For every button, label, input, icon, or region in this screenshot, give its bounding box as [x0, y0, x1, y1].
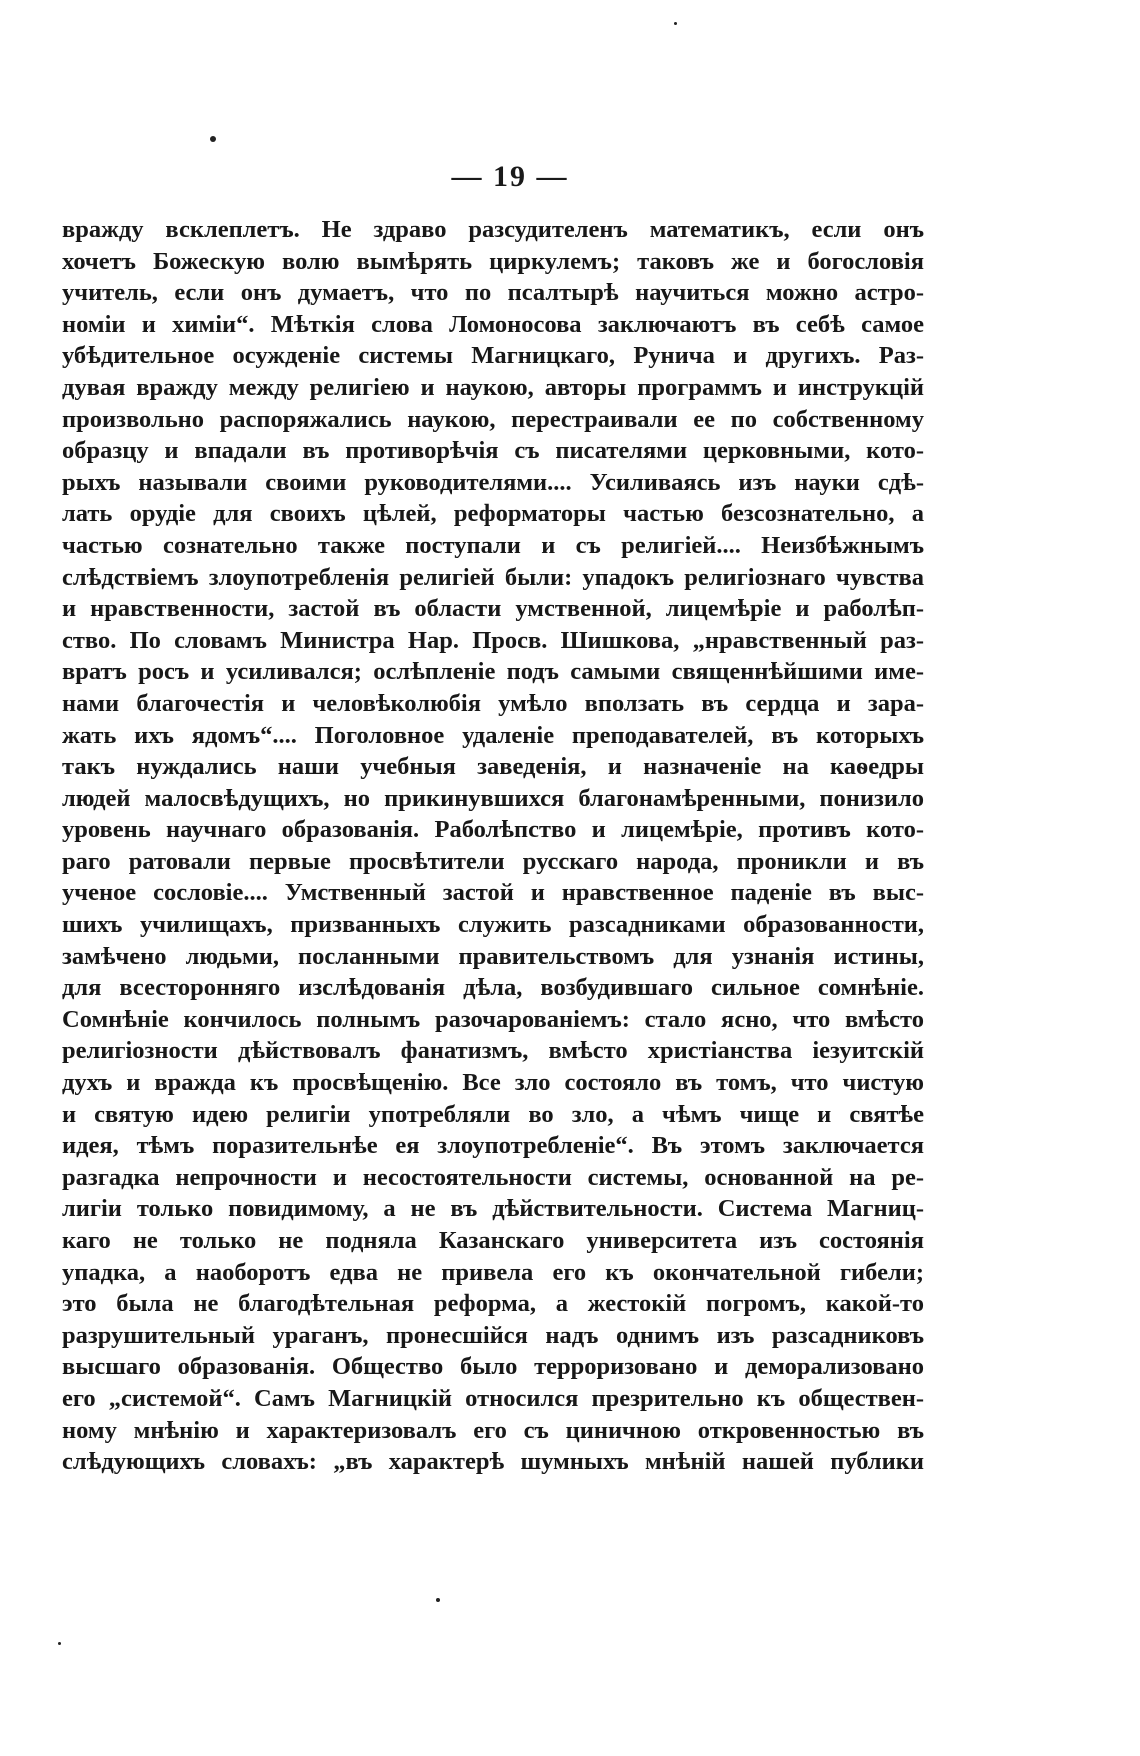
- text-line: каго не только не подняла Казанскаго университета изъ состоянія: [62, 1227, 924, 1254]
- text-line: и святую идею религіи употребляли во зло, а чѣмъ чище и святѣе: [62, 1100, 924, 1128]
- text-line: образцу и впадали въ противорѣчія съ писателями церковными, кото-: [62, 437, 924, 465]
- text-line: лать орудіе для своихъ цѣлей, реформаторы частью безсознательно, а: [62, 500, 924, 528]
- text-line: слѣдующихъ словахъ: „въ характерѣ шумныхъ мнѣній нашей публики: [62, 1448, 924, 1476]
- scan-speck: [58, 1642, 61, 1645]
- text-line: ному мнѣнію и характеризовалъ его съ циничною откровенностью въ: [62, 1416, 924, 1444]
- text-line: шихъ училищахъ, призванныхъ служить разсадниками образованности,: [62, 911, 924, 939]
- text-line: для всесторонняго изслѣдованія дѣла, возбудившаго сильное сомнѣніе.: [62, 974, 924, 1002]
- text-line: хочетъ Божескую волю вымѣрять циркулемъ; таковъ же и богословія: [62, 247, 924, 275]
- text-line: духъ и вражда къ просвѣщенію. Все зло состояло въ томъ, что чистую: [62, 1069, 924, 1097]
- text-line: раго ратовали первые просвѣтители русскаго народа, проникли и въ: [62, 847, 924, 875]
- text-line: вражду всклеплетъ. Не здраво разсудителенъ математикъ, если онъ: [62, 216, 924, 243]
- body-text: [62, 214, 924, 1478]
- text-line: ство. По словамъ Министра Нар. Просв. Шишкова, „нравственный раз-: [62, 626, 924, 654]
- text-line: нами благочестія и человѣколюбія умѣло вползать въ сердца и зара-: [62, 689, 924, 717]
- scan-speck: [674, 22, 677, 25]
- text-line: людей малосвѣдущихъ, но прикинувшихся благонамѣренными, понизило: [62, 784, 924, 812]
- text-line: вратъ росъ и усиливался; ослѣпленіе подъ самыми священнѣйшими име-: [62, 658, 924, 686]
- text-line: рыхъ называли своими руководителями.... Усиливаясь изъ науки сдѣ-: [62, 468, 924, 496]
- text-line: религіозности дѣйствовалъ фанатизмъ, вмѣсто христіанства іезуитскій: [62, 1037, 924, 1065]
- scan-speck: [210, 136, 216, 142]
- text-line: и нравственности, застой въ области умственной, лицемѣріе и раболѣп-: [62, 595, 924, 623]
- text-line: частью сознательно также поступали и съ религіей.... Неизбѣжнымъ: [62, 531, 924, 559]
- scan-speck: [436, 1598, 440, 1602]
- page-number: — 19 —: [451, 160, 569, 193]
- text-line: упадка, а наоборотъ едва не привела его къ окончательной гибели;: [62, 1258, 924, 1286]
- text-line: дувая вражду между религіею и наукою, авторы программъ и инструкцій: [62, 373, 924, 401]
- text-line: жать ихъ ядомъ“.... Поголовное удаленіе преподавателей, въ которыхъ: [62, 721, 924, 749]
- text-line: разгадка непрочности и несостоятельности системы, основанной на ре-: [62, 1163, 924, 1191]
- text-line: такъ нуждались наши учебныя заведенія, и назначеніе на каѳедры: [62, 753, 924, 781]
- text-line: замѣчено людьми, посланными правительствомъ для узнанія истины,: [62, 942, 924, 970]
- text-line: произвольно распоряжались наукою, перестраивали ее по собственному: [62, 405, 924, 433]
- text-line: ученое сословіе.... Умственный застой и нравственное паденіе въ выс-: [62, 879, 924, 907]
- text-line: его „системой“. Самъ Магницкій относился презрительно къ обществен-: [62, 1384, 924, 1412]
- text-line: номіи и химіи“. Мѣткія слова Ломоносова заключаютъ въ себѣ самое: [62, 310, 924, 338]
- text-line: это была не благодѣтельная реформа, а жестокій погромъ, какой-то: [62, 1290, 924, 1318]
- text-line: учитель, если онъ думаетъ, что по псалтырѣ научиться можно астро-: [62, 279, 924, 307]
- text-line: убѣдительное осужденіе системы Магницкаго, Рунича и другихъ. Раз-: [62, 342, 924, 370]
- text-line: лигіи только повидимому, а не въ дѣйствительности. Система Магниц-: [62, 1195, 924, 1223]
- text-line: слѣдствіемъ злоупотребленія религіей были: упадокъ религіознаго чувства: [62, 563, 924, 591]
- text-line: идея, тѣмъ поразительнѣе ея злоупотребленіе“. Въ этомъ заключается: [62, 1132, 924, 1160]
- text-line: высшаго образованія. Общество было терроризовано и деморализовано: [62, 1353, 924, 1381]
- text-line: Сомнѣніе кончилось полнымъ разочарованіемъ: стало ясно, что вмѣсто: [62, 1005, 924, 1033]
- text-line: уровень научнаго образованія. Раболѣпство и лицемѣріе, противъ кото-: [62, 816, 924, 844]
- text-line: разрушительный ураганъ, пронесшійся надъ однимъ изъ разсадниковъ: [62, 1321, 924, 1349]
